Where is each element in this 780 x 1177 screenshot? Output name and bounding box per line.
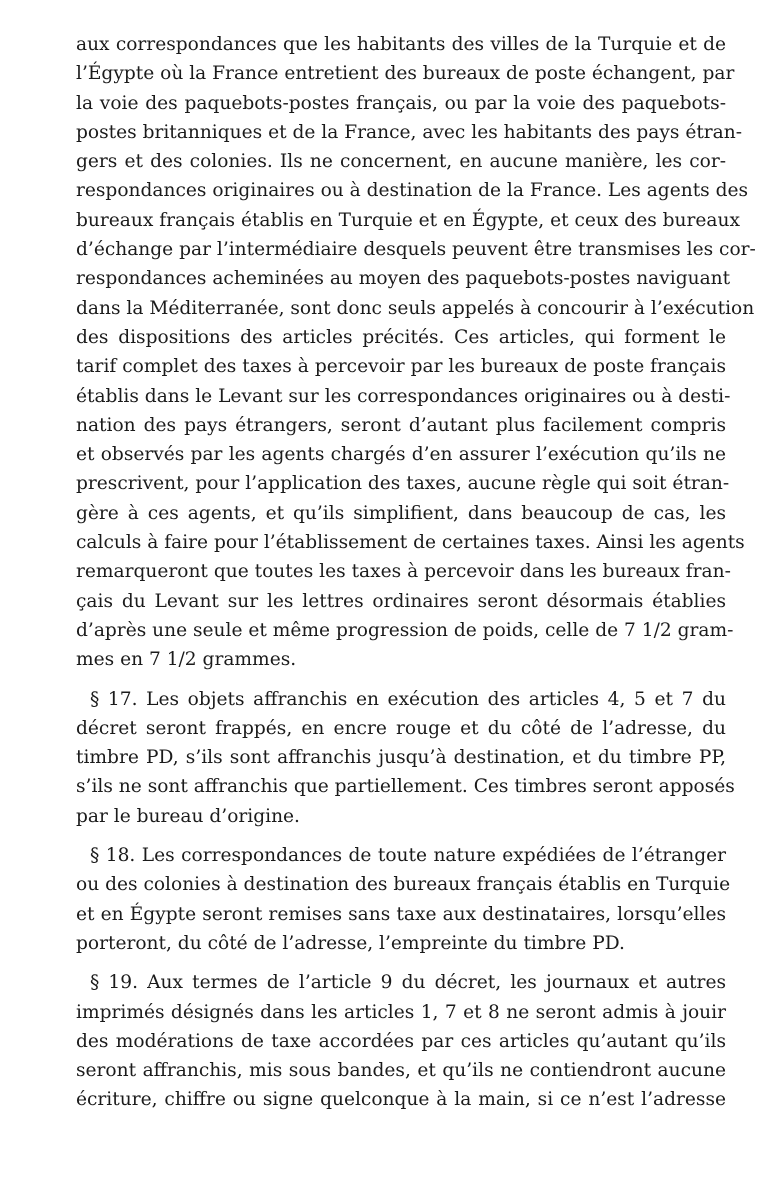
text-line: nation des pays étrangers, seront d’autant plus facilement compris	[76, 414, 726, 436]
paragraph-section-17	[76, 685, 735, 831]
text-line: postes britanniques et de la France, avec les habitants des pays étran-	[76, 121, 743, 143]
paragraph-section-18	[76, 841, 731, 958]
text-line: établis dans le Levant sur les correspondances originaires ou à desti-	[76, 385, 731, 407]
text-line: tarif complet des taxes à percevoir par les bureaux de poste français	[76, 356, 726, 378]
text-line: respondances acheminées au moyen des paquebots-postes naviguant	[76, 268, 731, 290]
paragraph-section-19	[76, 968, 726, 1114]
text-line: d’après une seule et même progression de poids, celle de 7 1/2 gram-	[76, 619, 734, 641]
text-line: imprimés désignés dans les articles 1, 7 et 8 ne seront admis à jouir	[76, 1001, 726, 1023]
text-line: gère à ces agents, et qu’ils simplifient, dans beaucoup de cas, les	[76, 502, 726, 524]
text-line: des modérations de taxe accordées par ces articles qu’autant qu’ils	[76, 1030, 726, 1052]
text-line: la voie des paquebots-postes français, ou par la voie des paquebots-	[76, 92, 726, 114]
text-line: s’ils ne sont affranchis que partiellement. Ces timbres seront apposés	[76, 776, 735, 798]
text-line: aux correspondances que les habitants des villes de la Turquie et de	[76, 34, 726, 55]
text-line: ou des colonies à destination des bureaux français établis en Turquie	[76, 874, 731, 896]
text-line: çais du Levant sur les lettres ordinaires seront désormais établies	[76, 590, 726, 612]
text-line: respondances originaires ou à destination de la France. Les agents des	[76, 180, 749, 202]
text-line: § 18. Les correspondances de toute nature expédiées de l’étranger	[90, 845, 726, 867]
text-line: d’échange par l’intermédiaire desquels peuvent être transmises les cor-	[76, 239, 756, 261]
text-line: calculs à faire pour l’établissement de certaines taxes. Ainsi les agents	[76, 532, 745, 554]
text-line: écriture, chiffre ou signe quelconque à la main, si ce n’est l’adresse	[76, 1089, 726, 1111]
text-line: l’Égypte où la France entretient des bureaux de poste échangent, par	[76, 63, 735, 85]
document-page	[76, 30, 756, 1115]
text-line: par le bureau d’origine.	[76, 805, 300, 827]
text-line: et observés par les agents chargés d’en assurer l’exécution qu’ils ne	[76, 444, 726, 466]
text-line: des dispositions des articles précités. Ces articles, qui forment le	[76, 326, 726, 348]
text-line: § 19. Aux termes de l’article 9 du décret, les journaux et autres	[90, 972, 726, 994]
text-line: § 17. Les objets affranchis en exécution des articles 4, 5 et 7 du	[90, 688, 726, 710]
text-line: décret seront frappés, en encre rouge et du côté de l’adresse, du	[76, 717, 726, 739]
text-line: porteront, du côté de l’adresse, l’empreinte du timbre PD.	[76, 932, 625, 954]
text-line: et en Égypte seront remises sans taxe aux destinataires, lorsqu’elles	[76, 903, 726, 925]
text-line: dans la Méditerranée, sont donc seuls appelés à concourir à l’exécution	[76, 297, 755, 319]
text-line: remarqueront que toutes les taxes à percevoir dans les bureaux fran-	[76, 561, 731, 583]
text-line: prescrivent, pour l’application des taxes, aucune règle qui soit étran-	[76, 473, 730, 495]
text-line: gers et des colonies. Ils ne concernent, en aucune manière, les cor-	[76, 151, 726, 173]
paragraph-continuation	[76, 30, 756, 675]
text-line: bureaux français établis en Turquie et en Égypte, et ceux des bureaux	[76, 209, 740, 231]
text-line: timbre PD, s’ils sont affranchis jusqu’à destination, et du timbre PP,	[76, 747, 726, 769]
text-line: mes en 7 1/2 grammes.	[76, 649, 297, 671]
text-line: seront affranchis, mis sous bandes, et qu’ils ne contiendront aucune	[76, 1060, 726, 1082]
